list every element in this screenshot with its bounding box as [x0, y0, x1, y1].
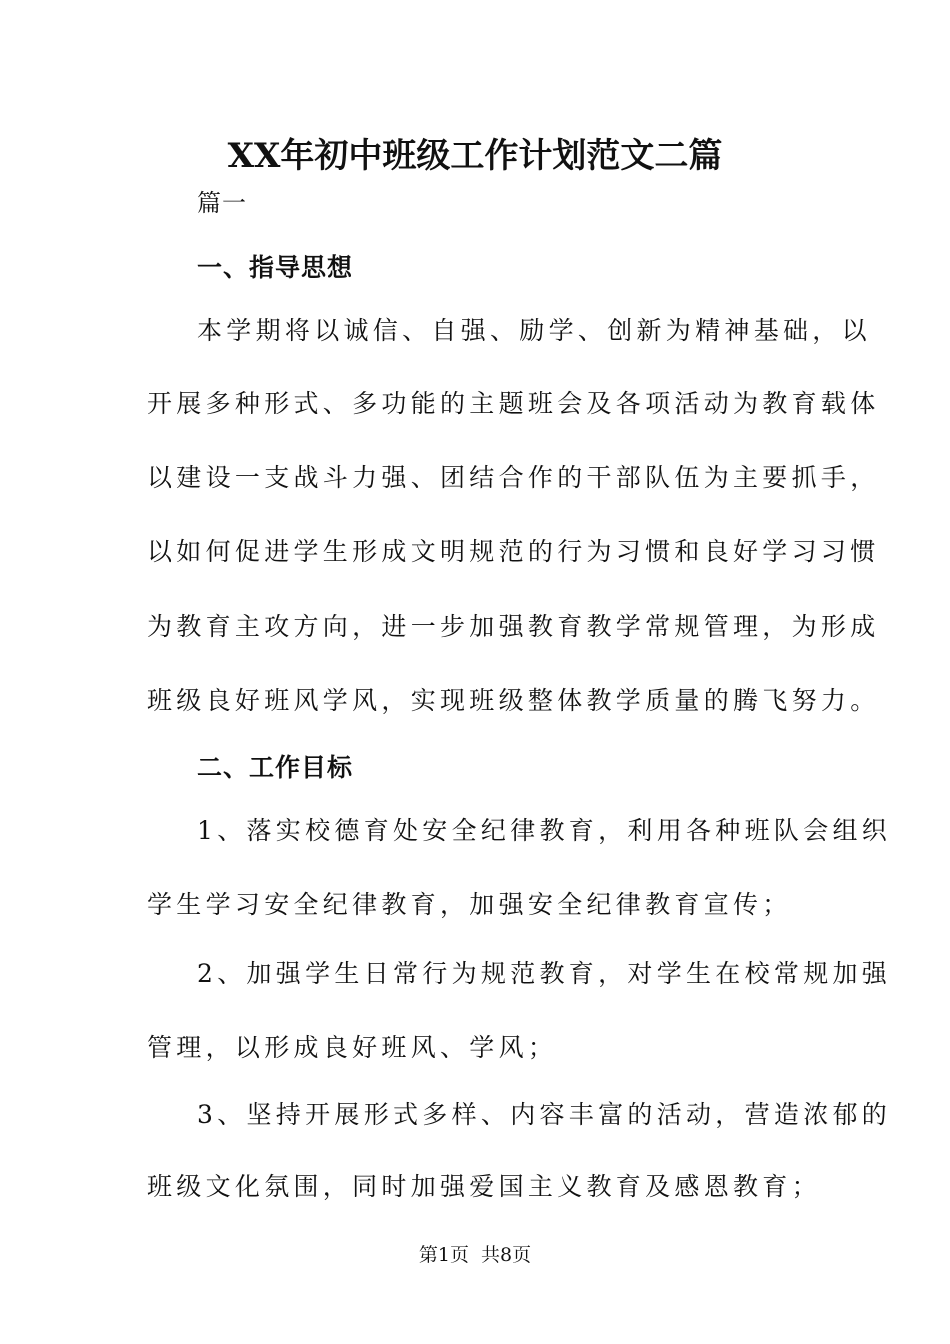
page-footer [0, 1240, 950, 1267]
section-heading-2: 二、工作目标 [197, 753, 354, 782]
list-item-line: 管理，以形成良好班风、学风； [147, 1033, 558, 1062]
page-total: 共8页 [481, 1244, 532, 1266]
list-item-line: 3、坚持开展形式多样、内容丰富的活动，营造浓郁的 [197, 1100, 892, 1129]
list-item-line: 班级文化氛围，同时加强爱国主义教育及感恩教育； [147, 1172, 821, 1201]
paragraph-line: 以建设一支战斗力强、团结合作的干部队伍为主要抓手， [147, 463, 880, 492]
paragraph-line: 开展多种形式、多功能的主题班会及各项活动为教育载体 [147, 389, 880, 418]
list-item-line: 学生学习安全纪律教育，加强安全纪律教育宣传； [147, 890, 792, 919]
paragraph-line: 班级良好班风学风，实现班级整体教学质量的腾飞努力。 [147, 686, 880, 715]
paragraph-line: 为教育主攻方向，进一步加强教育教学常规管理，为形成 [147, 612, 880, 641]
page-number: 第1页 [418, 1244, 469, 1266]
list-item-line: 1、落实校德育处安全纪律教育，利用各种班队会组织 [197, 816, 892, 845]
list-item-line: 2、加强学生日常行为规范教育，对学生在校常规加强 [197, 959, 892, 988]
section-heading-1: 一、指导思想 [197, 253, 354, 282]
paragraph-line: 本学期将以诚信、自强、励学、创新为精神基础，以 [197, 316, 871, 345]
part-label: 篇一 [197, 189, 247, 217]
document-title: XX年初中班级工作计划范文二篇 [227, 136, 723, 176]
paragraph-line: 以如何促进学生形成文明规范的行为习惯和良好学习习惯 [147, 537, 880, 566]
